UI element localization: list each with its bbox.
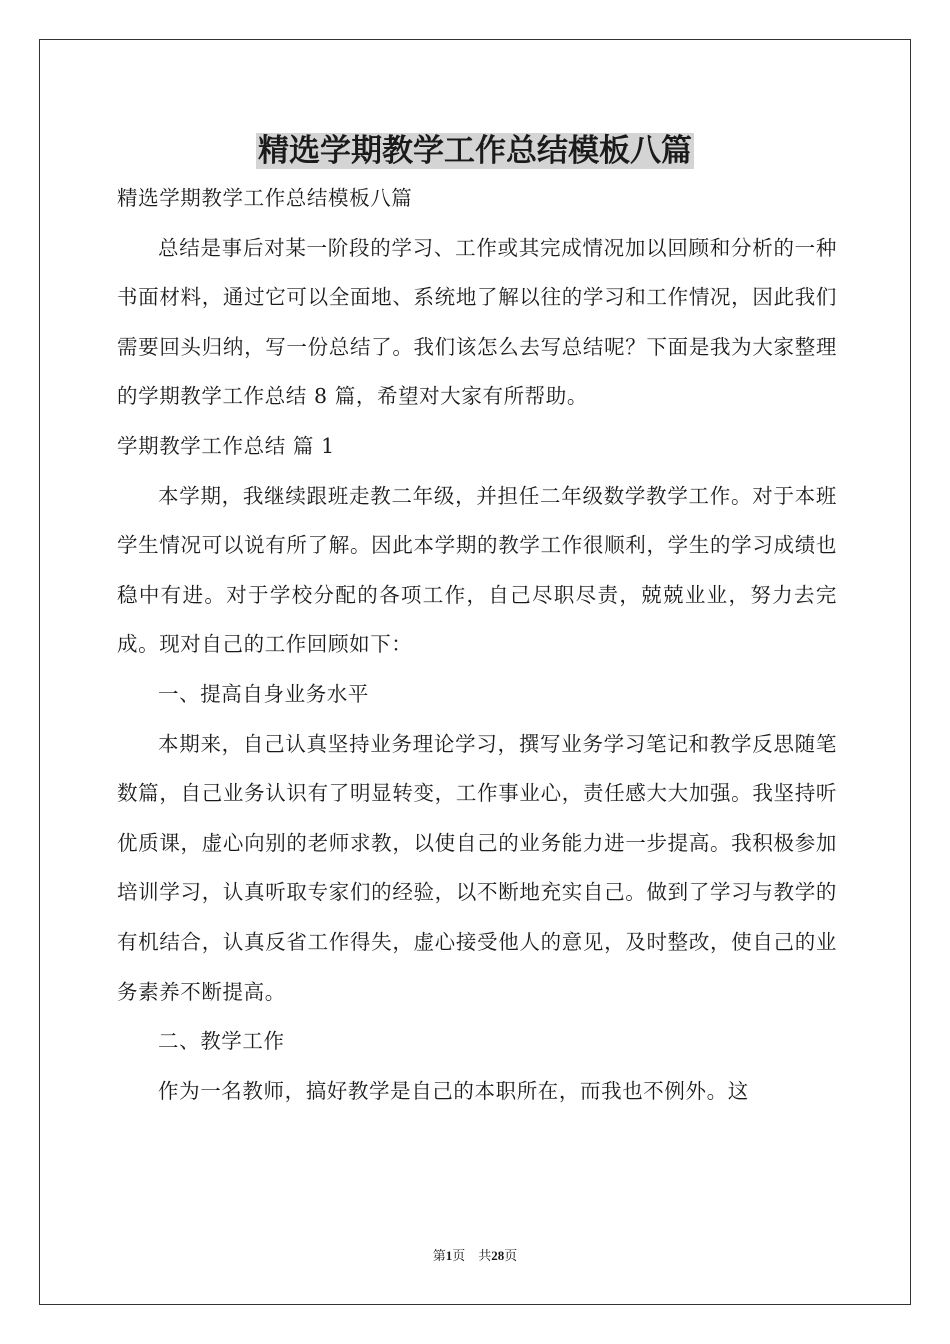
page-prefix: 第: [432, 1248, 446, 1263]
body-paragraph: 作为一名教师，搞好教学是自己的本职所在，而我也不例外。这: [158, 1078, 749, 1103]
page-middle: 页 共: [452, 1248, 492, 1263]
total-page-count: 28: [491, 1248, 505, 1263]
page-footer: [0, 1246, 950, 1266]
subtitle-paragraph: 精选学期教学工作总结模板八篇: [117, 186, 413, 210]
document-body: [117, 174, 837, 1116]
section-heading: 学期教学工作总结 篇 1: [117, 433, 335, 458]
intro-paragraph: 总结是事后对某一阶段的学习、工作或其完成情况加以回顾和分析的一种书面材料，通过它可以全面地、系统地了解以往的学习和工作情况，因此我们需要回头归纳，写一份总结了。我们该怎么去写总结呢？下面是我为大家整理的学期教学工作总结 8 篇，希望对大家有所帮助。: [117, 235, 837, 409]
title-highlight: 精选学期教学工作总结模板八篇: [258, 133, 692, 169]
subsection-heading: 一、提高自身业务水平: [158, 681, 369, 706]
page-suffix: 页: [504, 1248, 518, 1263]
current-page-number: 1: [445, 1248, 453, 1263]
body-paragraph: 本学期，我继续跟班走教二年级，并担任二年级数学教学工作。对于本班学生情况可以说有所了解。因此本学期的教学工作很顺利，学生的学习成绩也稳中有进。对于学校分配的各项工作，自己尽职尽责，兢兢业业，努力去完成。现对自己的工作回顾如下：: [117, 483, 837, 657]
body-paragraph: 本期来，自己认真坚持业务理论学习，撰写业务学习笔记和教学反思随笔数篇，自己业务认识有了明显转变，工作事业心，责任感大大加强。我坚持听优质课，虚心向别的老师求教，以使自己的业务能力进一步提高。我积极参加培训学习，认真听取专家们的经验，以不断地充实自己。做到了学习与教学的有机结合，认真反省工作得失，虚心接受他人的意见，及时整改，使自己的业务素养不断提高。: [117, 731, 837, 1004]
document-title: [0, 126, 950, 176]
subsection-heading: 二、教学工作: [158, 1029, 285, 1054]
